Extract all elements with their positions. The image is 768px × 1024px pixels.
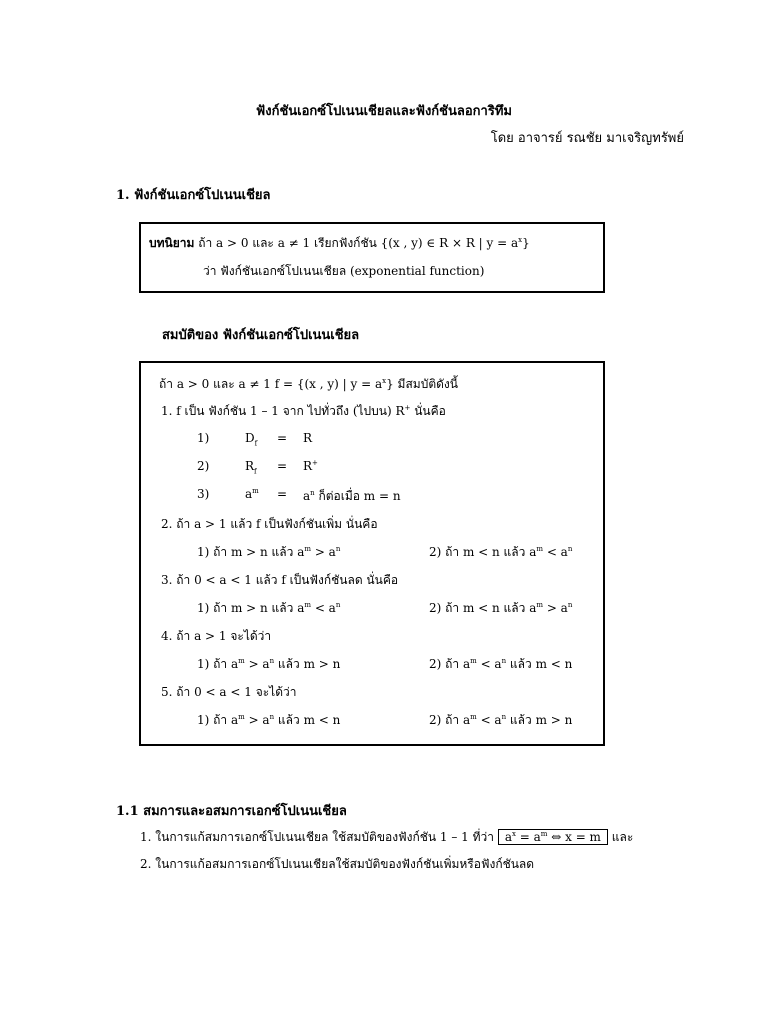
property-4-b: 2) ถ้า $a^m < a^n$ แล้ว m < n [429,657,573,671]
definition-text: ถ้า a > 0 และ a ≠ 1 เรียกฟังก์ชัน {(x , y) ∈ R × R | y = a [194,236,519,250]
property-4: 4. ถ้า a > 1 จะได้ว่า [161,629,272,643]
property-2: 2. ถ้า a > 1 แล้ว f เป็นฟังก์ชันเพิ่ม นั่นคือ [161,517,378,531]
property-4-a: 1) ถ้า $a^m > a^n$ แล้ว m > n [197,657,341,671]
definition-end: } [522,236,530,250]
section-1-heading: 1. ฟังก์ชันเอกซ์โปเนนเชียล [116,188,271,203]
item-number: 3) [197,487,210,501]
properties-intro-exponent: x [382,377,387,385]
properties-box [139,361,605,746]
properties-intro-text: ถ้า a > 0 และ a ≠ 1 f = {(x , y) | y = a [159,377,383,391]
property-3-b: 2) ถ้า m < n แล้ว $a^m > a^n$ [429,601,573,615]
property-5: 5. ถ้า 0 < a < 1 จะได้ว่า [161,685,297,699]
definition-line-1 [149,234,530,253]
range-symbol: $R_f$ [245,459,257,476]
domain-symbol: $D_f$ [245,431,258,448]
definition-exponent: x [518,236,523,244]
property-3-a: 1) ถ้า m > n แล้ว $a^m < a^n$ [197,601,341,615]
item-number: 1) [197,431,210,445]
author-line: โดย อาจารย์ รณชัย มาเจริญทรัพย์ [490,131,684,146]
section-1-1-heading: 1.1 สมการและอสมการเอกซ์โปเนนเชียล [116,804,347,819]
property-1-item-3 [197,487,209,501]
line-1-end: และ [607,830,634,844]
properties-heading: สมบัติของ ฟังก์ชันเอกซ์โปเนนเชียล [162,328,360,343]
property-2-b: 2) ถ้า m < n แล้ว $a^m < a^n$ [429,545,573,559]
domain-value: R [303,431,313,445]
definition-box [139,222,605,293]
equals-sign: = [277,431,288,445]
property-2-a: 1) ถ้า m > n แล้ว $a^m > a^n$ [197,545,341,559]
range-value: R+ [303,459,318,473]
page-title: ฟังก์ชันเอกซ์โปเนนเชียลและฟังก์ชันลอการิทึม [256,104,512,119]
definition-line-2: ว่า ฟังก์ชันเอกซ์โปเนนเชียล (exponential function) [203,264,485,278]
item-number: 2) [197,459,210,473]
power-n-condition: $a^n$ ก็ต่อเมื่อ m = n [303,489,401,503]
property-1-item-2 [197,459,209,473]
property-1-sup: + [404,404,411,412]
property-5-a: 1) ถ้า $a^m > a^n$ แล้ว m < n [197,713,341,727]
property-1-item-1 [197,431,209,445]
section-1-1-line-2: 2. ในการแก้อสมการเอกซ์โปเนนเชียลใช้สมบัติของฟังก์ชันเพิ่มหรือฟังก์ชันลด [140,857,535,871]
property-1-text: 1. f เป็น ฟังก์ชัน 1 – 1 จาก ไปทั่วถึง (ไปบน) R [161,404,405,418]
properties-intro [159,375,458,394]
property-1 [161,402,446,421]
power-m: $a^m$ [245,487,259,501]
property-1-end: นั่นคือ [410,404,446,418]
properties-intro-end: } มีสมบัติดังนี้ [386,377,458,391]
property-3: 3. ถ้า 0 < a < 1 แล้ว f เป็นฟังก์ชันลด นั่นคือ [161,573,399,587]
definition-label: บทนิยาม [149,236,195,250]
equation-box: $a^x = a^m$ ⇔ x = m [498,829,608,845]
equals-sign: = [277,459,288,473]
section-1-1-line-1 [140,828,633,847]
line-1-text: 1. ในการแก้สมการเอกซ์โปเนนเชียล ใช้สมบัติของฟังก์ชัน 1 – 1 ที่ว่า [140,830,494,844]
equals-sign: = [277,487,288,501]
property-5-b: 2) ถ้า $a^m < a^n$ แล้ว m > n [429,713,573,727]
